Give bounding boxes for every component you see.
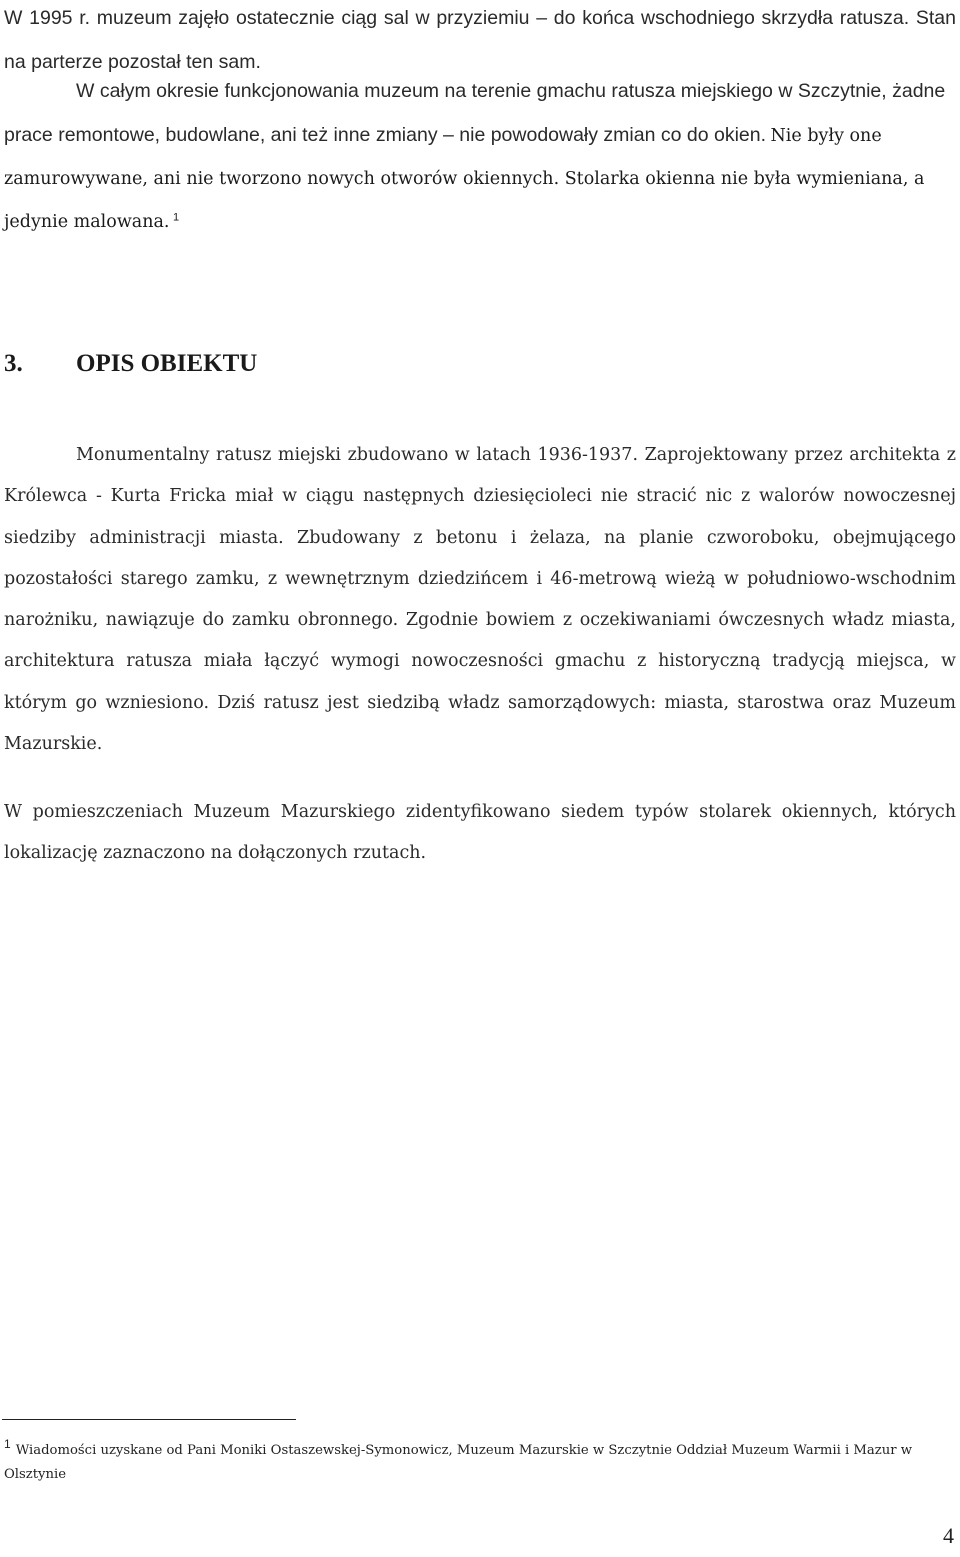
footnote-marker: 1 <box>4 1437 11 1451</box>
footnote-separator <box>2 1419 296 1420</box>
paragraph-intro: W 1995 r. muzeum zajęło ostatecznie ciąg sal w przyziemiu – do końca wschodniego skrzydła ratusza. Stan na parterze pozostał ten sam. <box>4 7 956 73</box>
footnote-reference[interactable]: 1 <box>173 211 180 224</box>
section-number: 3. <box>4 350 23 377</box>
footnote-text: Wiadomości uzyskane od Pani Moniki Ostaszewskej-Symonowicz, Muzeum Mazurskie w Szczytnie Oddział Muzeum Warmii i Mazur w Olsztynie <box>4 1443 913 1482</box>
paragraph-description-text: Monumentalny ratusz miejski zbudowano w latach 1936-1937. Zaprojektowany przez architekta z Królewca - Kurta Fricka miał w ciągu następnych dziesięcioleci nie stracić nic z walorów nowoczesnej siedziby administracji miasta. Zbudowany z betonu i żelaza, na planie czworoboku, obejmującego pozostałości starego zamku, z wewnętrznym dziedzińcem i 46-metrową wieżą w południowo-wschodnim narożniku, nawiązuje do zamku obronnego. Zgodnie bowiem z oczekiwaniami ówczesnych władz miasta, architektura ratusza miała łączyć wymogi nowoczesności gmachu z historyczną tradycją miejsca, w którym go wzniesiono. Dziś ratusz jest siedzibą władz samorządowych: miasta, starostwa oraz Muzeum Mazurskie. <box>4 445 956 755</box>
section-title: OPIS OBIEKTU <box>76 350 258 377</box>
paragraph-description <box>4 435 956 765</box>
paragraph-window-types: W pomieszczeniach Muzeum Mazurskiego zidentyfikowano siedem typów stolarek okiennych, których lokalizację zaznaczono na dołączonych rzutach. <box>4 802 956 863</box>
footnote <box>4 1432 934 1487</box>
paragraph-windows <box>4 70 956 244</box>
paragraph-windows-sans-part: W całym okresie funkcjonowania muzeum na terenie gmachu ratusza miejskiego w Szczytnie, żadne prace remontowe, budowlane, ani też inne zmiany – nie powodowały zmian co do okien. <box>4 80 946 146</box>
page-number: 4 <box>943 1523 954 1548</box>
section-heading <box>4 350 257 378</box>
paragraph-windows-serif-part: Nie były one zamurowywane, ani nie tworzono nowych otworów okiennych. Stolarka okienna nie była wymieniana, a jedynie malowana. <box>4 126 925 232</box>
